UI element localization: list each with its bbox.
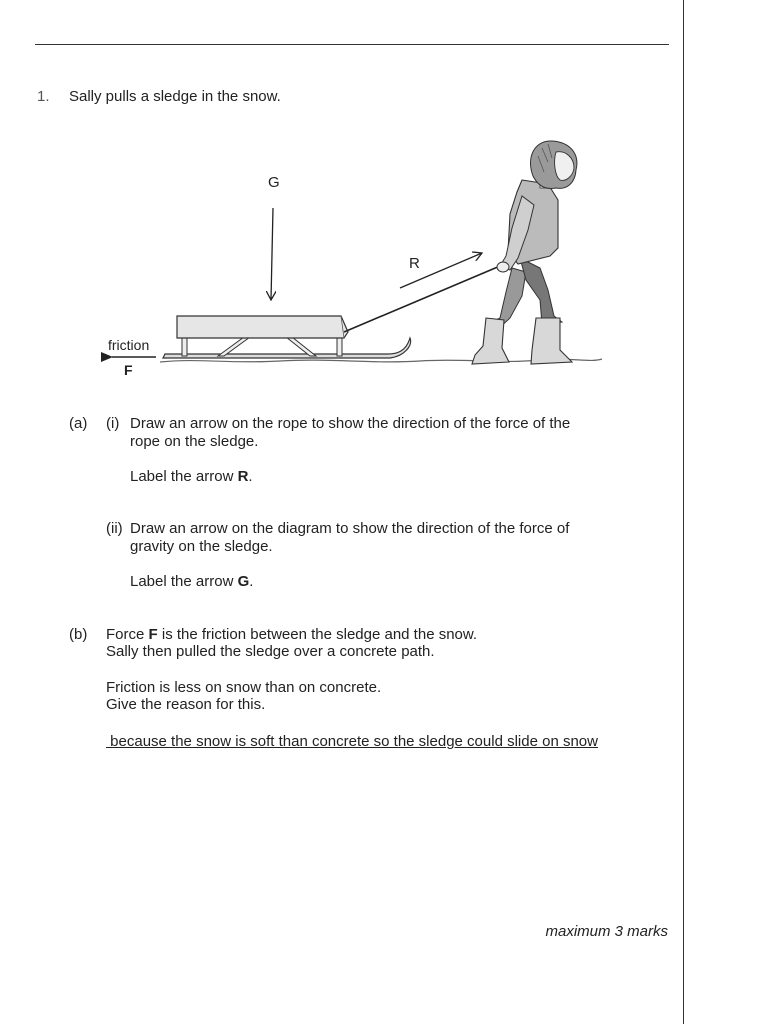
question-number: 1. <box>37 88 50 105</box>
part-b-line3: Friction is less on snow than on concrete. <box>106 679 382 696</box>
part-b-line2: Sally then pulled the sledge over a concrete path. <box>106 643 435 660</box>
part-a-ii-line2: gravity on the sledge. <box>130 538 273 555</box>
sledge <box>163 316 411 358</box>
part-a-ii-label: (ii) <box>106 520 123 537</box>
answer-line[interactable]: because the snow is soft than concrete so the sledge could slide on snow <box>106 733 598 750</box>
instruction-text: Label the arrow <box>130 468 238 485</box>
instruction-bold: R <box>237 468 249 485</box>
line1-prefix: Force <box>106 626 149 643</box>
part-a-label: (a) <box>69 415 88 432</box>
label-f: F <box>124 362 133 378</box>
part-a-i-line2: rope on the sledge. <box>130 433 259 450</box>
line1-suffix: is the friction between the sledge and the snow. <box>157 626 478 643</box>
part-a-i-label: (i) <box>106 415 120 432</box>
instruction-suffix: . <box>248 468 253 485</box>
instruction-suffix: . <box>249 573 254 590</box>
label-r: R <box>409 255 420 272</box>
instruction-text: Label the arrow <box>130 573 238 590</box>
part-b-line4: Give the reason for this. <box>106 696 266 713</box>
part-b-line1 <box>106 626 477 643</box>
gravity-arrow <box>271 208 273 300</box>
sledge-diagram <box>0 0 768 400</box>
sally-figure <box>472 141 577 364</box>
label-friction: friction <box>108 337 150 353</box>
question-intro: Sally pulls a sledge in the snow. <box>69 88 281 105</box>
part-a-ii-instruction <box>130 573 253 590</box>
maximum-marks: maximum 3 marks <box>545 923 668 940</box>
label-g: G <box>268 174 280 191</box>
part-a-ii-line1: Draw an arrow on the diagram to show the direction of the force of <box>130 520 570 537</box>
rope <box>344 266 500 332</box>
part-a-i-instruction <box>130 468 253 485</box>
part-b-label: (b) <box>69 626 88 643</box>
line1-bold: F <box>148 626 158 643</box>
part-a-i-line1: Draw an arrow on the rope to show the direction of the force of the <box>130 415 571 432</box>
instruction-bold: G <box>237 573 250 590</box>
